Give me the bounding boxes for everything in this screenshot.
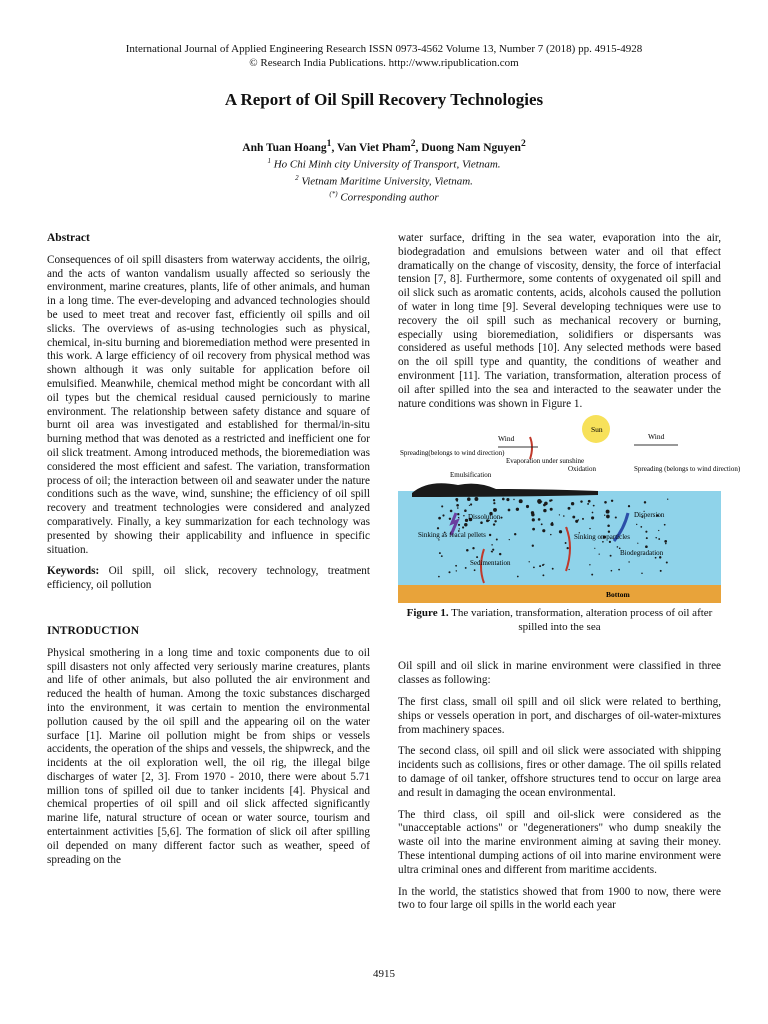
oil-droplet bbox=[609, 541, 611, 543]
oil-droplet bbox=[559, 515, 560, 516]
oil-droplet bbox=[664, 540, 667, 543]
oil-droplet bbox=[565, 542, 567, 544]
oil-droplet bbox=[552, 568, 554, 570]
oil-droplet bbox=[645, 531, 647, 533]
oil-droplet bbox=[637, 543, 638, 544]
author-name: Duong Nam Nguyen bbox=[421, 141, 521, 154]
affiliation-sup: 1 bbox=[267, 157, 271, 165]
oil-droplet bbox=[465, 567, 467, 569]
oil-droplet bbox=[533, 567, 535, 569]
oil-droplet bbox=[474, 497, 478, 501]
oil-droplet bbox=[628, 562, 629, 563]
oil-droplet bbox=[604, 501, 607, 504]
oil-droplet bbox=[438, 576, 440, 578]
oil-droplet bbox=[591, 517, 594, 520]
oil-droplet bbox=[516, 508, 519, 511]
oil-droplet bbox=[604, 515, 605, 516]
oil-droplet bbox=[493, 499, 495, 501]
label-sinking-feacal: Sinking as feacal pellets bbox=[418, 531, 486, 540]
oil-droplet bbox=[458, 524, 460, 526]
oil-droplet bbox=[611, 500, 613, 502]
oil-droplet bbox=[491, 551, 493, 553]
oil-droplet bbox=[658, 530, 659, 531]
oil-droplet bbox=[640, 526, 642, 528]
label-sun: Sun bbox=[591, 425, 603, 435]
oil-droplet bbox=[476, 556, 478, 558]
author-name: Van Viet Pham bbox=[337, 141, 411, 154]
oil-droplet bbox=[526, 505, 529, 508]
affiliation-text: Corresponding author bbox=[337, 191, 439, 204]
oil-droplet bbox=[438, 540, 439, 541]
oil-droplet bbox=[529, 561, 530, 562]
oil-droplet bbox=[539, 565, 541, 567]
oil-droplet bbox=[646, 537, 648, 539]
oil-droplet bbox=[502, 498, 505, 501]
oil-droplet bbox=[519, 500, 523, 504]
oil-droplet bbox=[664, 524, 666, 526]
oil-droplet bbox=[457, 513, 459, 515]
oil-droplet bbox=[567, 547, 569, 549]
label-dispersion: Dispersion bbox=[634, 511, 665, 520]
oil-droplet bbox=[492, 549, 494, 551]
label-evaporation: Evaporation under sunshine bbox=[506, 457, 585, 466]
oil-droplet bbox=[592, 512, 594, 514]
author-sup: 2 bbox=[520, 138, 526, 149]
oil-droplet bbox=[532, 519, 535, 522]
oil-droplet bbox=[463, 515, 464, 516]
oil-droplet bbox=[568, 507, 571, 510]
oil-droplet bbox=[493, 502, 495, 504]
author-sup: 2 bbox=[410, 138, 416, 149]
oil-droplet bbox=[543, 509, 546, 512]
oil-droplet bbox=[508, 509, 511, 512]
label-spreading: Spreading (belongs to wind direction) bbox=[634, 465, 741, 474]
oil-droplet bbox=[611, 570, 613, 572]
author-name: Anh Tuan Hoang bbox=[242, 141, 327, 154]
label-spreading: Spreading(belongs to wind direction) bbox=[400, 449, 505, 458]
body-paragraph: The third class, oil spill and oil-slick were considered as the "unacceptable actions" or "degenerationers" who dump sneakily the waste oil into the marine environment aiming at saving their money. These intentional dumping actions of oil into marine environment were ultra criminal ones and different from maritime accidents. bbox=[398, 808, 721, 876]
label-wind: Wind bbox=[648, 432, 665, 442]
affiliation-sup: (*) bbox=[329, 190, 338, 199]
oil-droplet bbox=[509, 539, 510, 540]
oil-droplet bbox=[578, 520, 579, 521]
diagram-bottom bbox=[398, 585, 721, 603]
oil-droplet bbox=[667, 499, 668, 500]
oil-droplet bbox=[645, 546, 648, 549]
keywords-text: Oil spill, oil slick, recovery technology, treatment efficiency, oil pollution bbox=[47, 565, 370, 592]
oil-droplet bbox=[493, 508, 497, 512]
oil-droplet bbox=[602, 541, 604, 543]
oil-droplet bbox=[474, 570, 476, 572]
oil-droplet bbox=[464, 510, 467, 513]
body-paragraph: In the world, the statistics showed that from 1900 to now, there were two to four large oil spills in the world each year bbox=[398, 885, 721, 912]
oil-droplet bbox=[542, 529, 545, 532]
label-oxidation: Oxidation bbox=[568, 465, 596, 474]
oil-droplet bbox=[587, 503, 589, 505]
oil-droplet bbox=[517, 576, 519, 578]
author-sup: 1 bbox=[326, 138, 332, 149]
oil-droplet bbox=[532, 528, 535, 531]
oil-droplet bbox=[456, 504, 459, 507]
body-paragraph: water surface, drifting in the sea water, evaporation into the air, biodegradation and emulsions between water and oil that effect dramatically on the change of viscosity, density, the force of interfacial tension [7, 8]. Furthermore, some contents of oxygenated oil spill and oil slick such as aromatic contents, acids, alcohols caused the pollution of water in long time [9]. Several developing techniques were use to recovery the oil spill such as mechanical recovery or burning, especially using bioremediation, solidifiers or dispersants was considered as useful methods [10]. Any selected methods were based on the oil spill type and quantity, the conditions of weather and environment [11]. The variation, transformation, alteration process of oil after spilled into the sea and interacted to the seawater under the nature conditions was shown in Figure 1. bbox=[398, 232, 721, 410]
oil-droplet bbox=[599, 554, 600, 555]
journal-header-line1: International Journal of Applied Engineering Research ISSN 0973-4562 Volume 13, Number 7 (2018) pp. 4915-4928 bbox=[125, 43, 643, 55]
label-emulsification: Emulsification bbox=[450, 471, 492, 480]
oil-droplet bbox=[655, 557, 657, 559]
oil-droplet bbox=[489, 534, 491, 536]
oil-droplet bbox=[607, 525, 610, 528]
diagram-sea bbox=[398, 491, 721, 595]
oil-droplet bbox=[563, 516, 565, 518]
oil-droplet bbox=[660, 570, 662, 572]
figure-1 bbox=[398, 419, 741, 603]
label-dissolution: Dissolution bbox=[468, 513, 501, 522]
oil-droplet bbox=[617, 546, 619, 548]
oil-droplet bbox=[532, 545, 534, 547]
oil-spill-diagram bbox=[398, 419, 741, 603]
oil-droplet bbox=[618, 569, 620, 571]
figure-caption bbox=[398, 607, 721, 634]
label-wind: Wind bbox=[498, 434, 515, 444]
oil-droplet bbox=[666, 562, 668, 564]
oil-droplet bbox=[589, 528, 590, 529]
oil-droplet bbox=[472, 547, 474, 549]
oil-droplet bbox=[571, 502, 574, 505]
abstract-heading: Abstract bbox=[47, 232, 90, 244]
oil-droplet bbox=[591, 574, 593, 576]
oil-droplet bbox=[531, 513, 534, 516]
body-paragraph: The first class, small oil spill and oil slick were related to berthing, ships or vessels operation in port, and discharges of oil-water-mixtures from machinery spaces. bbox=[398, 695, 721, 736]
oil-droplet bbox=[441, 506, 443, 508]
oil-droplet bbox=[641, 573, 643, 575]
oil-droplet bbox=[538, 518, 541, 521]
oil-droplet bbox=[568, 569, 569, 570]
author-sep: , bbox=[331, 141, 337, 154]
oil-droplet bbox=[514, 533, 516, 535]
oil-droplet bbox=[543, 564, 544, 565]
oil-droplet bbox=[550, 508, 553, 511]
oil-droplet bbox=[480, 522, 483, 525]
paper-title: A Report of Oil Spill Recovery Technologies bbox=[224, 90, 544, 109]
oil-droplet bbox=[550, 534, 551, 535]
body-paragraph: The second class, oil spill and oil slick were associated with shipping incidents such as collisions, fires or other damage. The oil spills related to damage of oil tanker, offshore structures tend to occur on large area and result in damaging the ocean environmental. bbox=[398, 745, 721, 799]
oil-droplet bbox=[594, 548, 595, 549]
oil-droplet bbox=[513, 499, 514, 500]
oil-droplet bbox=[448, 572, 450, 574]
oil-droplet bbox=[593, 505, 595, 507]
affiliation bbox=[0, 188, 768, 205]
oil-droplet bbox=[543, 504, 546, 507]
keywords bbox=[47, 565, 370, 593]
oil-droplet bbox=[493, 524, 495, 526]
label-sinking-particles: Sinking on particles bbox=[574, 533, 630, 542]
oil-droplet bbox=[559, 530, 562, 533]
introduction-heading: INTRODUCTION bbox=[47, 624, 140, 637]
oil-droplet bbox=[582, 518, 584, 520]
oil-droplet bbox=[464, 523, 467, 526]
journal-header-line2: © Research India Publications. http://www.ripublication.com bbox=[249, 57, 519, 69]
oil-droplet bbox=[588, 500, 591, 503]
keywords-label: Keywords: bbox=[47, 565, 100, 578]
left-column bbox=[47, 232, 370, 875]
oil-droplet bbox=[589, 564, 590, 565]
oil-droplet bbox=[655, 537, 656, 538]
caption-text: The variation, transformation, alteration process of oil after spilled into the sea bbox=[448, 607, 713, 633]
oil-droplet bbox=[541, 524, 543, 526]
oil-droplet bbox=[459, 529, 460, 530]
oil-droplet bbox=[499, 553, 501, 555]
author-list bbox=[0, 138, 768, 154]
author-sep: , bbox=[415, 141, 422, 154]
oil-droplet bbox=[658, 538, 660, 540]
label-bottom: Bottom bbox=[606, 590, 630, 600]
oil-droplet bbox=[457, 508, 459, 510]
label-sedimentation: Sedimentation bbox=[470, 559, 511, 568]
affiliation bbox=[0, 155, 768, 172]
oil-droplet bbox=[491, 545, 492, 546]
caption-label: Figure 1. bbox=[406, 607, 449, 620]
right-column bbox=[398, 232, 741, 921]
affiliation-sup: 2 bbox=[295, 173, 299, 182]
oil-droplet bbox=[628, 505, 630, 507]
oil-droplet bbox=[458, 517, 459, 518]
introduction-text: Physical smothering in a long time and toxic components due to oil spill disasters not only affected very seriously marine creatures, plants and life of other animals, but also polluted the air environment and reduced the health of human. Among the toxic substances discharged into the environment, it was certain to mention the environmental pollution caused by the oil spill and the appearing oil on the water surface [1]. Marine oil pollution might be from ships or vessels accidents, the operation of the ships and vessels, the shipwreck, and the incidents at the oil exploration well, the oil rig, the illegal bilge discharges of water [2, 3]. From 1970 - 2010, there were about 5.71 million tons of spilled oil due to tanker incidents [4]. Physical and chemical properties of oil spill and oil slick affected significantly marine life, natural structure of ocean or water source, tourism and entertainment activities [5,6]. The formation of slick oil after spilling oil depended on many different factor such as weather, speed of spreading on the bbox=[47, 646, 370, 866]
oil-droplet bbox=[496, 539, 498, 541]
affiliation-text: Vietnam Maritime University, Vietnam. bbox=[298, 175, 473, 188]
oil-droplet bbox=[551, 524, 554, 527]
oil-droplet bbox=[437, 527, 439, 529]
affiliations bbox=[0, 155, 768, 205]
oil-droplet bbox=[449, 518, 451, 520]
oil-droplet bbox=[455, 565, 457, 567]
oil-droplet bbox=[439, 553, 441, 555]
oil-droplet bbox=[466, 549, 469, 552]
oil-droplet bbox=[442, 515, 444, 517]
oil-droplet bbox=[606, 510, 610, 514]
body-paragraph: Oil spill and oil slick in marine environment were classified in three classes as following: bbox=[398, 660, 721, 687]
oil-droplet bbox=[469, 505, 470, 506]
oil-droplet bbox=[537, 499, 541, 503]
oil-droplet bbox=[551, 522, 553, 524]
affiliation-text: Ho Chi Minh city University of Transport, Vietnam. bbox=[270, 158, 501, 171]
oil-droplet bbox=[572, 516, 575, 519]
oil-droplet bbox=[470, 504, 472, 506]
oil-droplet bbox=[456, 571, 457, 572]
oil-droplet bbox=[438, 517, 441, 520]
oil-droplet bbox=[615, 517, 617, 519]
page-number: 4915 bbox=[373, 968, 395, 980]
oil-droplet bbox=[456, 500, 458, 502]
abstract-text: Consequences of oil spill disasters from waterway accidents, the oilrig, and the acts of wanton vandalism usually affected so seriously the environment, marine creatures, plants, life of other animals, and human in a long time. The ever-developing and advanced technologies should be used to meet treat and recover fast, efficiently oil spills and oil slicks. The overviews of as-using technologies such as physical, chemical, in-situ burning and bioremediation method were presented in this work. A large efficiency of oil recovery from physical method was shown although it was only suitable for application before oil emulsified. Meanwhile, chemical method might be concordant with all oil types but the chemical residual caused perniciously to marine environment. The relationship between safety distance and square of burnt oil area was investigated and established for thermal/in-situ burning method that was denoted as a restricted and inefficient one for oil slick treatment. Among introduced methods, the bioremediation was considered the most efficient and safest. The variation, transformation process of oil; the interaction between oil and seawater under the nature conditions such as the wave, wind, sunshine; the efficiency of oil spill recovery and treatment technologies were considered and analyzed comparatively. Finally, a key summarization for each technology was presented by showing their applicability and influence in specific situation. bbox=[47, 253, 370, 556]
oil-droplet bbox=[644, 502, 646, 504]
oil-droplet bbox=[606, 515, 610, 519]
oil-droplet bbox=[636, 524, 637, 525]
oil-droplet bbox=[462, 527, 464, 529]
oil-droplet bbox=[441, 556, 443, 558]
oil-droplet bbox=[542, 575, 544, 577]
oil-droplet bbox=[610, 555, 612, 557]
oil-droplet bbox=[467, 498, 471, 502]
oil-droplet bbox=[506, 498, 509, 501]
oil-droplet bbox=[549, 500, 551, 502]
oil-droplet bbox=[665, 543, 666, 544]
label-biodegradation: Biodegradation bbox=[620, 549, 664, 558]
oil-droplet bbox=[450, 510, 453, 513]
journal-header bbox=[0, 42, 768, 70]
affiliation bbox=[0, 172, 768, 189]
oil-droplet bbox=[580, 501, 582, 503]
oil-droplet bbox=[500, 517, 502, 519]
